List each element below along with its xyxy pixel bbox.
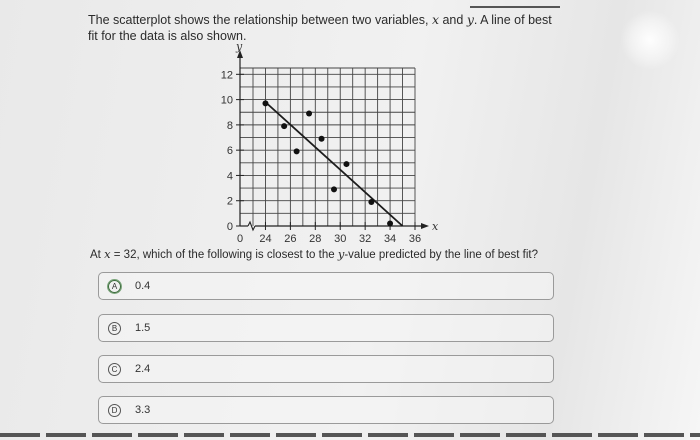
x-tick-label: 32 — [359, 233, 372, 245]
var-x: x — [431, 12, 439, 27]
prompt-prefix: At — [90, 249, 105, 261]
y-tick-label: 6 — [226, 145, 233, 158]
option-a-letter-badge: A — [108, 280, 121, 293]
intro-text: The scatterplot shows the relationship between two variables, — [88, 13, 432, 27]
data-point — [294, 148, 300, 154]
x-axis-label: x — [432, 220, 439, 233]
answer-option-b[interactable] — [98, 314, 554, 342]
x-tick-label: 24 — [259, 233, 272, 245]
prompt-end: -value predicted by the line of best fit? — [344, 249, 539, 261]
answer-option-d[interactable] — [98, 396, 554, 424]
x-tick-label: 26 — [284, 233, 297, 245]
prompt-eq: = 32 — [110, 249, 137, 261]
x-tick-label: 36 — [408, 233, 422, 245]
y-axis-label: y — [236, 40, 243, 53]
data-point — [343, 161, 349, 167]
data-point — [281, 123, 287, 129]
data-point — [319, 136, 325, 142]
option-d-value: 3.3 — [135, 404, 151, 416]
data-point — [306, 111, 312, 117]
answer-option-c[interactable] — [98, 355, 554, 383]
option-c-letter-badge: C — [108, 363, 121, 376]
y-tick-label: 12 — [220, 69, 233, 82]
option-b-value: 1.5 — [135, 322, 151, 334]
option-b-letter-badge: B — [108, 322, 121, 335]
data-point — [368, 199, 374, 205]
x-axis-arrow — [421, 223, 429, 229]
intro-text-end: . A line of best fit for the data is also shown. — [88, 13, 552, 43]
x-tick-label: 28 — [309, 233, 322, 245]
x-tick-label: 30 — [334, 233, 347, 245]
option-a-value: 0.4 — [135, 280, 151, 292]
x-tick-label: 0 — [236, 233, 244, 245]
option-c-value: 2.4 — [135, 363, 151, 375]
bottom-rule — [0, 433, 700, 437]
y-tick-label: 2 — [226, 195, 233, 208]
data-point — [262, 100, 268, 106]
option-d-letter-badge: D — [108, 404, 121, 417]
data-point — [387, 220, 393, 226]
y-tick-label: 10 — [220, 94, 233, 107]
question-prompt — [90, 247, 630, 261]
prompt-var: x — [104, 247, 111, 261]
prompt-var2: y — [337, 247, 345, 261]
y-tick-label: 0 — [226, 221, 233, 233]
answer-option-a[interactable] — [98, 272, 554, 300]
x-axis-break — [248, 222, 255, 230]
var-y: y — [466, 12, 474, 27]
x-tick-label: 34 — [383, 233, 397, 245]
line-of-best-fit — [265, 102, 402, 226]
data-point — [331, 186, 337, 192]
y-tick-label: 8 — [226, 119, 233, 132]
and-text: and — [439, 13, 467, 27]
y-tick-label: 4 — [226, 170, 233, 183]
prompt-rest: , which of the following is closest to the — [136, 249, 338, 261]
